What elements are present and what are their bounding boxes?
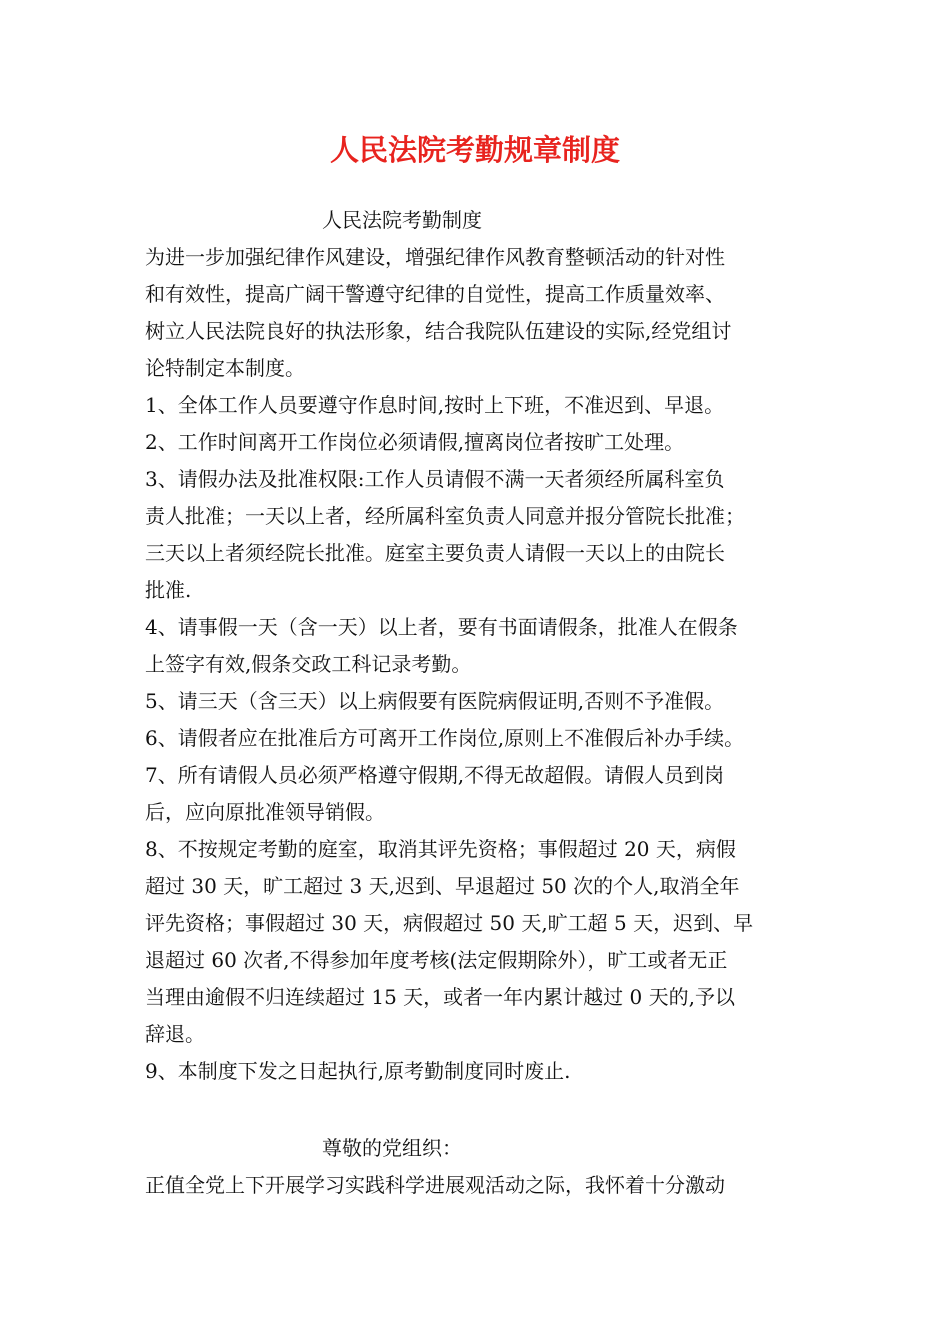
letter-opening-line: 正值全党上下开展学习实践科学进展观活动之际，我怀着十分激动 [145,1173,725,1197]
rule-item-8: 8、不按规定考勤的庭室，取消其评先资格；事假超过 20 天，病假 [145,837,736,861]
rule-item-8-cont: 评先资格；事假超过 30 天，病假超过 50 天,旷工超 5 天，迟到、早 [145,911,754,935]
rule-item-7: 7、所有请假人员必须严格遵守假期,不得无故超假。请假人员到岗 [145,763,725,787]
rule-item-3-cont: 批准. [145,578,192,602]
rule-item-1: 1、全体工作人员要遵守作息时间,按时上下班，不准迟到、早退。 [145,393,725,417]
rule-item-6: 6、请假者应在批准后方可离开工作岗位,原则上不准假后补办手续。 [145,726,745,750]
paragraph-line: 和有效性，提高广阔干警遵守纪律的自觉性，提高工作质量效率、 [145,282,725,306]
rule-item-3-cont: 责人批准；一天以上者，经所属科室负责人同意并报分管院长批准； [145,504,745,528]
document-body [145,202,815,1204]
rule-item-5: 5、请三天（含三天）以上病假要有医院病假证明,否则不予准假。 [145,689,725,713]
rule-item-7-cont: 后，应向原批准领导销假。 [145,800,385,824]
rule-item-4: 4、请事假一天（含一天）以上者，要有书面请假条，批准人在假条 [145,615,738,639]
rule-item-8-cont: 当理由逾假不归连续超过 15 天，或者一年内累计越过 0 天的,予以 [145,985,735,1009]
rule-item-2: 2、工作时间离开工作岗位必须请假,擅离岗位者按旷工处理。 [145,430,685,454]
rule-item-4-cont: 上签字有效,假条交政工科记录考勤。 [145,652,472,676]
salutation: 尊敬的党组织： [322,1136,462,1160]
rule-item-8-cont: 辞退。 [145,1022,205,1046]
document-title: 人民法院考勤规章制度 [329,133,620,167]
section-heading: 人民法院考勤制度 [322,208,482,232]
paragraph-line: 树立人民法院良好的执法形象，结合我院队伍建设的实际,经党组讨 [145,319,732,343]
rule-item-3: 3、请假办法及批准权限:工作人员请假不满一天者须经所属科室负 [145,467,725,491]
paragraph-gap [145,1090,815,1130]
paragraph-line: 为进一步加强纪律作风建设，增强纪律作风教育整顿活动的针对性 [145,245,725,269]
rule-item-8-cont: 超过 30 天，旷工超过 3 天,迟到、早退超过 50 次的个人,取消全年 [145,874,740,898]
paragraph-line: 论特制定本制度。 [145,356,305,380]
rule-item-3-cont: 三天以上者须经院长批准。庭室主要负责人请假一天以上的由院长 [145,541,725,565]
rule-item-8-cont: 退超过 60 次者,不得参加年度考核(法定假期除外），旷工或者无正 [145,948,728,972]
rule-item-9: 9、本制度下发之日起执行,原考勤制度同时废止. [145,1059,571,1083]
